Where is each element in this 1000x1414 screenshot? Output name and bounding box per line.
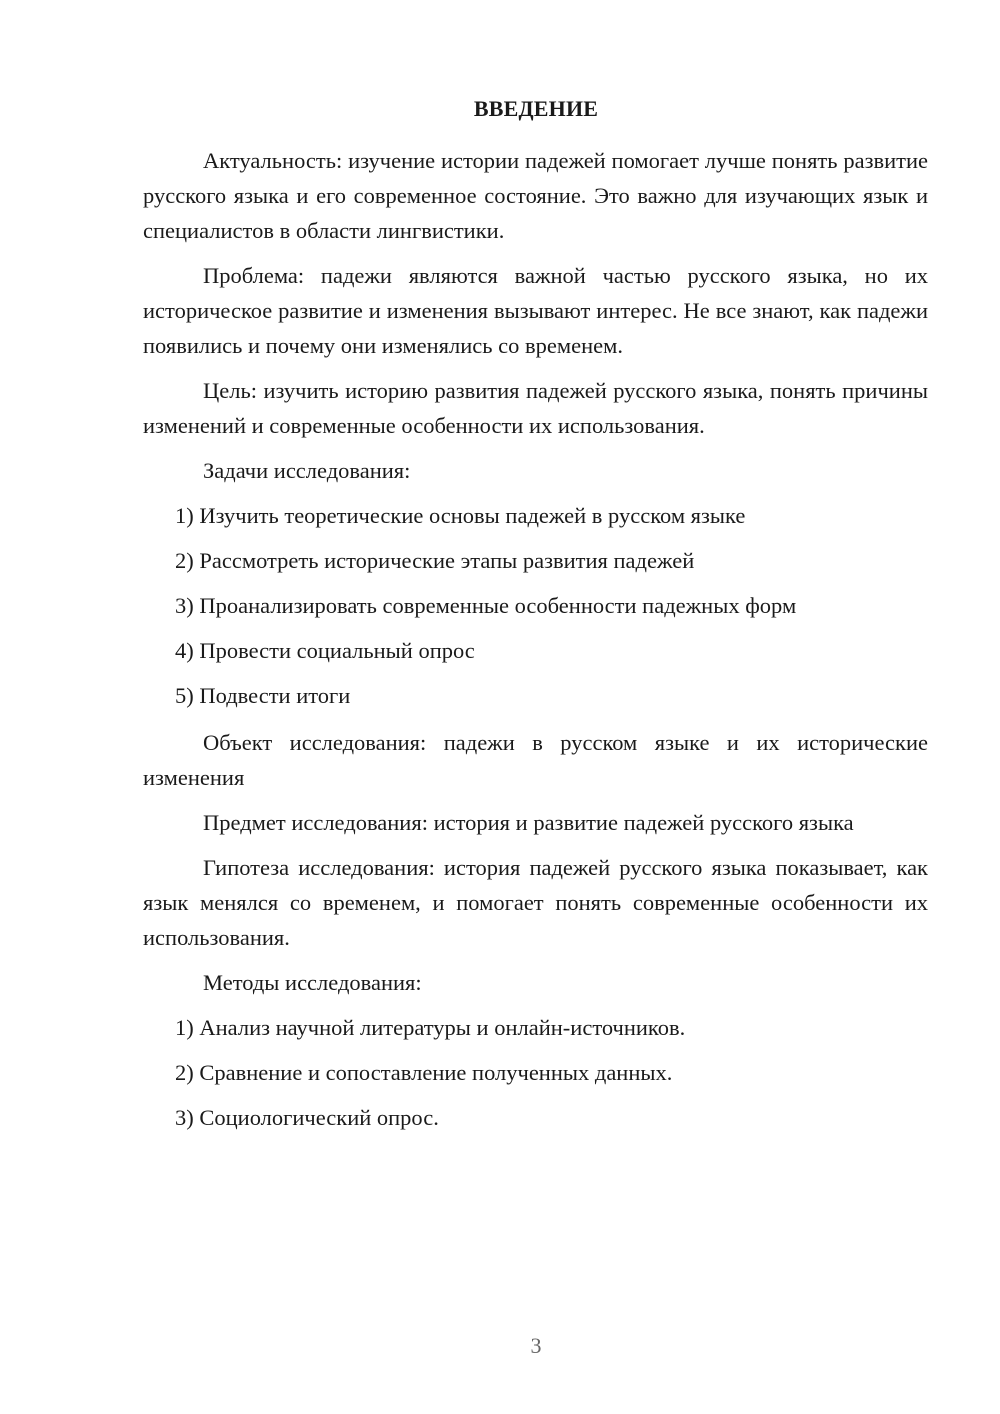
- list-item: 1) Изучить теоретические основы падежей в русском языке: [175, 503, 746, 528]
- document-body: [143, 143, 928, 1145]
- list-item: 5) Подвести итоги: [175, 683, 351, 708]
- methods-title: Методы исследования:: [203, 970, 422, 995]
- list-item: 3) Социологический опрос.: [175, 1105, 439, 1130]
- relevance-paragraph: Актуальность: изучение истории падежей помогает лучше понять развитие русского языка и его современное состояние. Это важно для изучающих язык и специалистов в области лингвистики.: [143, 148, 928, 243]
- tasks-title: Задачи исследования:: [203, 458, 411, 483]
- list-item: 2) Сравнение и сопоставление полученных данных.: [175, 1060, 673, 1085]
- subject-paragraph: Предмет исследования: история и развитие падежей русского языка: [203, 810, 854, 835]
- page-number: 3: [530, 1333, 542, 1358]
- page-heading: [0, 96, 1000, 122]
- goal-paragraph: Цель: изучить историю развития падежей русского языка, понять причины изменений и современные особенности их использования.: [143, 378, 928, 438]
- object-paragraph: Объект исследования: падежи в русском языке и их исторические изменения: [143, 730, 928, 790]
- problem-paragraph: Проблема: падежи являются важной частью русского языка, но их историческое развитие и изменения вызывают интерес. Не все знают, как падежи появились и почему они изменялись со временем.: [143, 263, 928, 358]
- list-item: 2) Рассмотреть исторические этапы развития падежей: [175, 548, 695, 573]
- methods-list: [143, 1010, 928, 1135]
- list-item: 1) Анализ научной литературы и онлайн-источников.: [175, 1015, 686, 1040]
- list-item: 4) Провести социальный опрос: [175, 638, 475, 663]
- hypothesis-paragraph: Гипотеза исследования: история падежей русского языка показывает, как язык менялся со временем, и помогает понять современные особенности их использования.: [143, 855, 928, 950]
- list-item: 3) Проанализировать современные особенности падежных форм: [175, 593, 797, 618]
- tasks-list: [143, 498, 928, 713]
- heading-text: ВВЕДЕНИЕ: [473, 96, 599, 121]
